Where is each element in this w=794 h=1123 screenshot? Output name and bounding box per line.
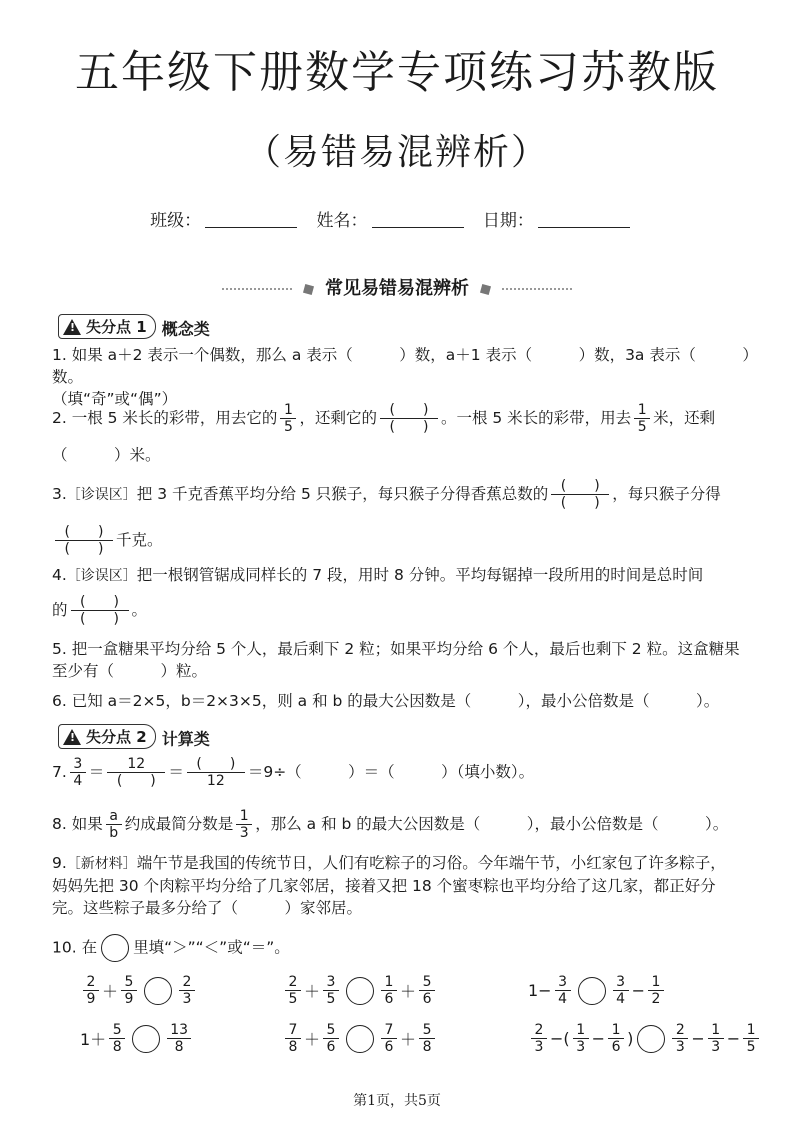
- question-3-line2: $\frac{( )}{( )}$ 千克。: [52, 524, 752, 557]
- section-name: 计算类: [161, 729, 210, 749]
- fraction: $\frac{1}{5}$: [634, 402, 650, 435]
- page-subtitle: （易错易混辨析）: [244, 132, 549, 173]
- diamond-icon: [303, 283, 314, 294]
- class-label: 班级：: [150, 211, 202, 231]
- warning-icon: [63, 319, 81, 335]
- page-footer: 第1页，共5页: [353, 1093, 441, 1109]
- section-header-2: [58, 724, 210, 750]
- compare-2: $\frac{2}{5}$ ＋ $\frac{3}{5}$ $\frac{1}{6}$ ＋ $\frac{5}{6}$: [282, 974, 438, 1007]
- question-2-line2: （ ）米。: [52, 446, 161, 464]
- question-6: 6. 已知 a＝2×5，b＝2×3×5，则 a 和 b 的最大公因数是（ ），最小公倍数是（ ）。: [52, 692, 720, 710]
- section-badge: ! 失分点 2: [58, 724, 156, 749]
- answer-fraction[interactable]: $\frac{( )}{( )}$: [55, 524, 113, 557]
- answer-fraction[interactable]: $\frac{( )}{( )}$: [551, 478, 609, 511]
- compare-1: $\frac{2}{9}$ ＋ $\frac{5}{9}$ $\frac{2}{3}$: [80, 974, 198, 1007]
- diamond-icon: [480, 283, 491, 294]
- compare-6: $\frac{2}{3}$ −( $\frac{1}{3}$ − $\frac{1}{6}$ ) $\frac{2}{3}$ − $\frac{1}{3}$ − $\frac{1}{5}$: [528, 1022, 762, 1055]
- section-name: 概念类: [161, 319, 210, 339]
- student-info: [0, 206, 794, 231]
- warning-icon: [63, 729, 81, 745]
- compare-circle[interactable]: [101, 934, 129, 962]
- question-5: 5. 把一盒糖果平均分给 5 个人，最后剩下 2 粒；如果平均分给 6 个人，最后也剩下 2 粒。这盒糖果 至少有（ ）粒。: [52, 640, 740, 680]
- compare-circle[interactable]: [346, 977, 374, 1005]
- page-title: 五年级下册数学专项练习苏教版: [75, 47, 719, 98]
- compare-circle[interactable]: [132, 1025, 160, 1053]
- name-label: 姓名：: [316, 211, 368, 231]
- name-blank[interactable]: [372, 211, 464, 228]
- compare-3: 1− $\frac{3}{4}$ $\frac{3}{4}$ − $\frac{1}{2}$: [528, 974, 667, 1007]
- question-2: 2. 一根 5 米长的彩带，用去它的 $\frac{1}{5}$ ，还剩它的 $\frac{( )}{( )}$ 。一根 5 米长的彩带，用去 $\frac{1}{5}$ 米，还剩: [52, 402, 716, 435]
- answer-fraction[interactable]: $\frac{( )}{12}$: [187, 756, 245, 789]
- compare-4: 1＋ $\frac{5}{8}$ $\frac{13}{8}$: [80, 1022, 194, 1055]
- question-3: 3.［诊误区］把 3 千克香蕉平均分给 5 只猴子，每只猴子分得香蕉总数的 $\frac{( )}{( )}$ ，每只猴子分得: [52, 478, 721, 511]
- answer-fraction[interactable]: $\frac{12}{( )}$: [107, 756, 165, 789]
- compare-circle[interactable]: [578, 977, 606, 1005]
- banner-text: 常见易错易混辨析: [325, 278, 469, 299]
- compare-5: $\frac{7}{8}$ ＋ $\frac{5}{6}$ $\frac{7}{6}$ ＋ $\frac{5}{8}$: [282, 1022, 438, 1055]
- compare-circle[interactable]: [144, 977, 172, 1005]
- compare-circle[interactable]: [637, 1025, 665, 1053]
- fraction: $\frac{1}{5}$: [280, 402, 296, 435]
- date-label: 日期：: [482, 211, 534, 231]
- answer-fraction[interactable]: $\frac{( )}{( )}$: [71, 594, 129, 627]
- question-4-line2: 的 $\frac{( )}{( )}$ 。: [52, 594, 148, 627]
- compare-circle[interactable]: [346, 1025, 374, 1053]
- banner-dots-right: [502, 288, 572, 290]
- answer-fraction[interactable]: $\frac{( )}{( )}$: [380, 402, 438, 435]
- question-1: 1. 如果 a＋2 表示一个偶数，那么 a 表示（ ）数，a＋1 表示（ ）数，3a 表示（ ）数。 （填“奇”或“偶”）: [52, 346, 751, 408]
- question-4: 4.［诊误区］把一根钢管锯成同样长的 7 段，用时 8 分钟。平均每锯掉一段所用的时间是总时间: [52, 566, 704, 584]
- section-header-1: [58, 314, 210, 340]
- question-10: 10. 在 里填“＞”“＜”或“＝”。: [52, 934, 752, 962]
- question-7: 7. $\frac{3}{4}$ ＝ $\frac{12}{( )}$ ＝ $\frac{( )}{12}$ ＝9÷（ ）＝（ ）（填小数）。: [52, 756, 535, 789]
- question-9: 9.［新材料］端午节是我国的传统节日，人们有吃粽子的习俗。今年端午节，小红家包了许多粽子， 妈妈先把 30 个肉粽平均分给了几家邻居，接着又把 18 个蜜枣粽也平均分给了这几家，都正好分 完。这些粽子最多分给了（ ）家邻居。: [52, 854, 726, 917]
- date-blank[interactable]: [538, 211, 630, 228]
- banner-dots-left: [222, 288, 292, 290]
- question-8: 8. 如果 $\frac{a}{b}$ 约成最简分数是 $\frac{1}{3}$ ，那么 a 和 b 的最大公因数是（ ），最小公倍数是（ ）。: [52, 808, 729, 841]
- section-badge: ! 失分点 1: [58, 314, 156, 339]
- section-banner: [0, 274, 794, 300]
- class-blank[interactable]: [205, 211, 297, 228]
